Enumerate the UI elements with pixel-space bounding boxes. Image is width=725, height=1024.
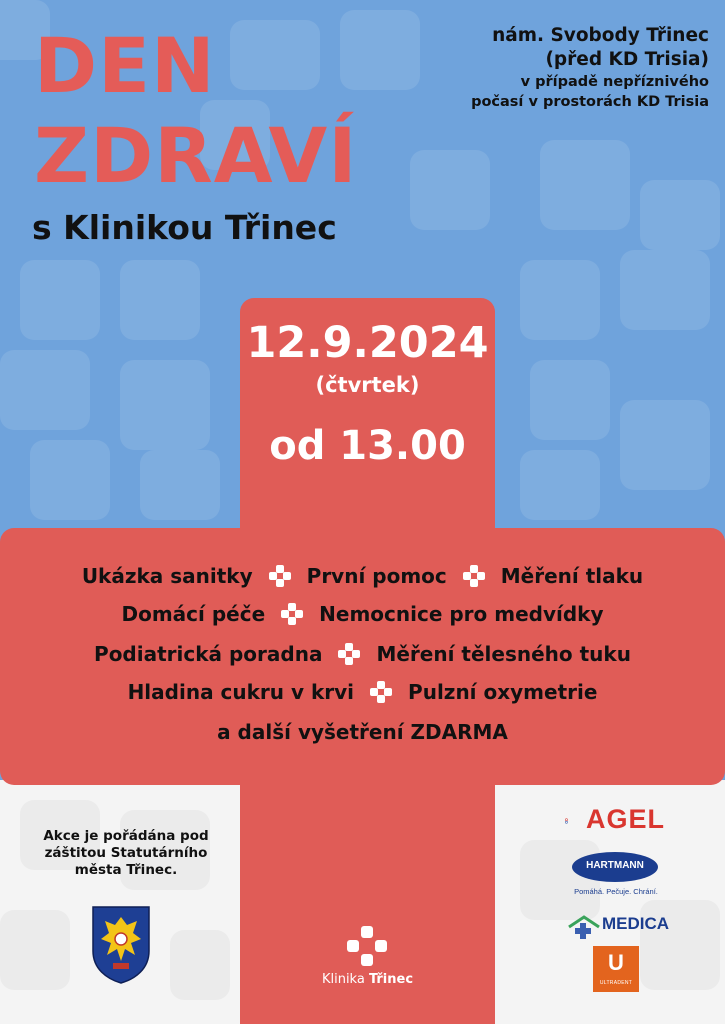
bg-tile [640,180,720,250]
services-row [0,602,725,626]
agel-logo-icon [565,806,585,836]
hartmann-logo: HARTMANN [586,860,644,871]
ultradent-logo-icon: U [608,950,624,975]
services-row [0,720,725,744]
service-item: Domácí péče [121,602,266,626]
service-item: Nemocnice pro medvídky [319,602,604,626]
klinika-trinec-logo-icon [347,926,387,966]
agel-logo: AGEL [586,804,666,834]
bg-tile [620,250,710,330]
clinic-name [240,972,495,987]
cross-separator-icon [281,603,303,625]
bg-tile [520,260,600,340]
bg-tile [520,840,600,920]
title-line-1: DEN [34,21,216,110]
clinic-name-prefix: Klinika [321,972,369,987]
patronage-line-1: Akce je pořádána pod [43,828,209,844]
weather-note-2: počasí v prostorách KD Trisia [471,94,709,110]
services-row [0,564,725,588]
bg-tile [540,140,630,230]
bg-tile [620,400,710,490]
cross-separator-icon [338,643,360,665]
bg-tile [170,930,230,1000]
service-item: a další vyšetření ZDARMA [217,720,508,744]
bg-tile [140,450,220,520]
service-item: Ukázka sanitky [81,564,253,588]
location-line-1: nám. Svobody Třinec [492,25,709,46]
cross-separator-icon [370,681,392,703]
services-row [0,680,725,704]
bg-tile [0,350,90,430]
event-time: od 13.00 [269,423,466,469]
service-item: Měření tlaku [500,564,644,588]
cross-separator-icon [269,565,291,587]
service-item: Pulzní oxymetrie [408,680,598,704]
service-item: Podiatrická poradna [94,642,323,666]
event-weekday: (čtvrtek) [315,373,420,397]
cross-separator-icon [463,565,485,587]
patronage-line-2: záštitou Statutárního [44,845,208,861]
event-date: 12.9.2024 [246,318,489,368]
city-crest-icon [91,905,151,985]
services-row [0,642,725,666]
subtitle: s Klinikou Třinec [32,208,337,247]
medica-logo: MEDICA [602,914,670,933]
location-line-2: (před KD Trisia) [545,49,709,70]
bg-tile [0,910,70,990]
bg-tile [120,360,210,450]
bg-tile [120,260,200,340]
bg-tile [30,440,110,520]
bg-tile [20,260,100,340]
bg-tile [410,150,490,230]
ultradent-logo [593,946,639,992]
service-item: První pomoc [306,564,447,588]
title-line-2: ZDRAVÍ [34,111,358,200]
bg-tile [340,10,420,90]
bg-tile [520,450,600,520]
bg-tile [530,360,610,440]
clinic-name-bold: Třinec [368,972,414,987]
patronage-line-3: města Třinec. [74,862,178,878]
ultradent-logo-text: ULTRADENT [599,980,633,986]
weather-note-1: v případě nepříznivého [520,74,709,90]
service-item: Hladina cukru v krvi [127,680,355,704]
bg-tile [230,20,320,90]
service-item: Měření tělesného tuku [376,642,631,666]
medica-logo-icon [567,915,601,939]
location-block [409,24,709,112]
hartmann-tagline: Pomáhá. Pečuje. Chrání. [574,887,658,896]
patronage-note [26,828,226,879]
